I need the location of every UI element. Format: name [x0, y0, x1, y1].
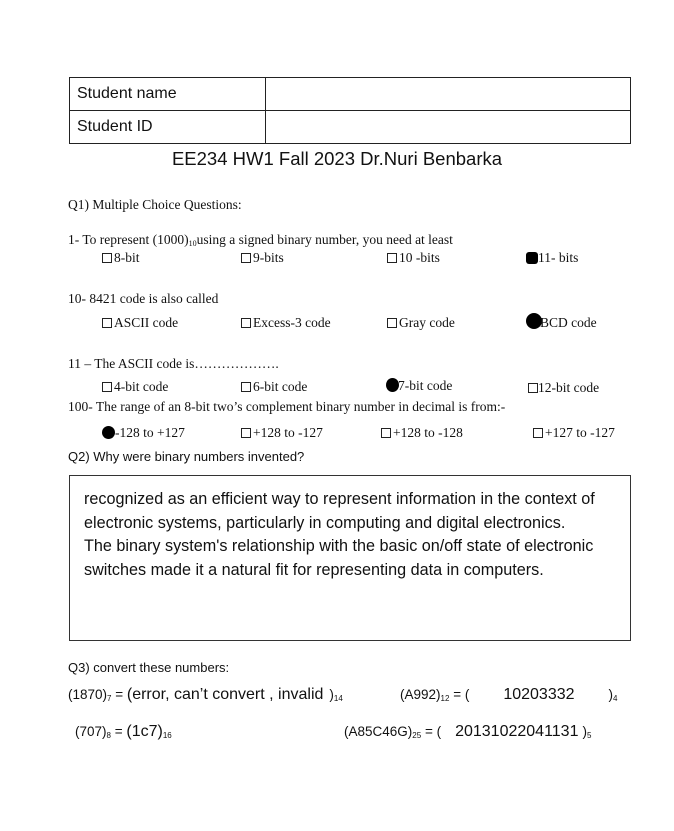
question-1-text-part: 1- To represent (1000)	[68, 232, 189, 247]
q1-option-c[interactable]	[387, 250, 440, 266]
target-base: 4	[613, 694, 618, 703]
q100-option-a[interactable]	[102, 425, 185, 441]
source-number: (707)	[75, 724, 107, 739]
target-base: 16	[162, 731, 172, 740]
answer-line: The binary system's relationship with the basic on/off state of electronic	[84, 537, 594, 555]
option-label: 7-bit code	[398, 378, 453, 393]
source-base: 7	[107, 694, 112, 703]
q11-option-b[interactable]	[241, 379, 307, 395]
question-10-text: 10- 8421 code is also called	[68, 291, 219, 306]
equals-sign: = (	[449, 687, 470, 702]
checkbox-icon[interactable]	[102, 318, 112, 328]
q1-heading: Q1) Multiple Choice Questions:	[68, 197, 242, 212]
checkbox-icon[interactable]	[381, 428, 391, 438]
checkbox-icon[interactable]	[241, 253, 251, 263]
q11-option-c[interactable]	[386, 378, 452, 394]
question-1-text-part: using a signed binary number, you need at least	[196, 232, 453, 247]
option-label: +128 to -128	[393, 425, 463, 440]
q1-option-a[interactable]	[102, 250, 140, 266]
option-label: ASCII code	[114, 315, 179, 330]
equals-sign: = (	[421, 724, 442, 739]
page-title: EE234 HW1 Fall 2023 Dr.Nuri Benbarka	[171, 148, 503, 169]
q10-option-a[interactable]	[102, 315, 178, 331]
q10-option-d[interactable]	[526, 313, 597, 331]
option-label: 10 -bits	[399, 250, 440, 265]
q100-option-b[interactable]	[241, 425, 323, 441]
checkbox-icon[interactable]	[102, 382, 112, 392]
checkbox-icon[interactable]	[533, 428, 543, 438]
student-name-label: Student name	[70, 78, 266, 111]
option-label: 6-bit code	[253, 379, 308, 394]
checkbox-icon[interactable]	[102, 253, 112, 263]
q100-option-d[interactable]	[533, 425, 615, 441]
question-1-base: 10	[188, 239, 197, 248]
conversion-1	[68, 686, 343, 704]
close-paren: )	[582, 724, 587, 739]
conversion-3	[75, 723, 172, 741]
option-label: Excess-3 code	[253, 315, 331, 330]
q1-option-d[interactable]	[526, 250, 578, 266]
source-number: (A85C46G)	[344, 724, 413, 739]
question-100-text: 100- The range of an 8-bit two’s complement binary number in decimal is from:-	[68, 399, 506, 414]
answer-line: electronic systems, particularly in computing and digital electronics.	[84, 513, 566, 532]
q3-heading: Q3) convert these numbers:	[68, 660, 230, 675]
option-label: +127 to -127	[545, 425, 615, 440]
option-label: 4-bit code	[114, 379, 169, 394]
student-id-field[interactable]	[266, 111, 631, 144]
answer-line: switches made it a natural fit for representing data in computers.	[84, 560, 544, 579]
student-info-table	[69, 77, 631, 144]
question-1-text	[68, 232, 453, 248]
student-name-field[interactable]	[266, 78, 631, 111]
option-label: -128 to +127	[115, 425, 185, 440]
q2-heading: Q2) Why were binary numbers invented?	[68, 449, 305, 464]
conversion-answer[interactable]: 20131022041131	[455, 723, 579, 740]
checkbox-icon[interactable]	[241, 318, 251, 328]
source-base: 12	[440, 694, 450, 703]
source-number: (1870)	[68, 687, 108, 702]
option-label: BCD code	[540, 315, 597, 330]
filled-mark-icon[interactable]	[526, 252, 538, 264]
option-label: 12-bit code	[538, 380, 600, 395]
close-paren: )	[608, 687, 614, 702]
checkbox-icon[interactable]	[241, 428, 251, 438]
question-11-text: 11 – The ASCII code is……………….	[68, 356, 279, 371]
source-base: 8	[106, 731, 111, 740]
student-id-row	[70, 111, 631, 144]
source-number: (A992)	[400, 687, 441, 702]
option-label: 9-bits	[253, 250, 284, 265]
answer-line: recognized as an efficient way to represent information in the context of	[84, 490, 595, 508]
target-base: 14	[333, 694, 343, 703]
q2-answer-box[interactable]	[69, 475, 631, 641]
option-label: +128 to -127	[253, 425, 323, 440]
checkbox-icon[interactable]	[387, 253, 397, 263]
q10-option-b[interactable]	[241, 315, 331, 331]
student-name-row	[70, 78, 631, 111]
q100-option-c[interactable]	[381, 425, 463, 441]
conversion-answer[interactable]: (error, can’t convert , invalid	[126, 686, 324, 703]
equals-sign: =	[110, 724, 127, 739]
conversion-2	[400, 686, 617, 704]
close-paren: )	[329, 687, 334, 702]
conversion-answer[interactable]: (1c7)	[126, 723, 163, 740]
checkbox-icon[interactable]	[528, 383, 538, 393]
checkbox-icon[interactable]	[387, 318, 397, 328]
checkbox-icon[interactable]	[241, 382, 251, 392]
student-id-label: Student ID	[70, 111, 266, 144]
conversion-4	[344, 723, 591, 741]
equals-sign: =	[111, 687, 127, 702]
option-label: 8-bit	[114, 250, 140, 265]
q11-option-a[interactable]	[102, 379, 168, 395]
option-label: 11- bits	[538, 250, 579, 265]
filled-mark-icon[interactable]	[102, 426, 115, 439]
q1-option-b[interactable]	[241, 250, 284, 266]
option-label: Gray code	[399, 315, 455, 330]
target-base: 5	[586, 731, 592, 740]
q10-option-c[interactable]	[387, 315, 455, 331]
q11-option-d[interactable]	[528, 380, 599, 396]
source-base: 25	[412, 731, 422, 740]
conversion-answer[interactable]: 10203332	[503, 686, 575, 703]
